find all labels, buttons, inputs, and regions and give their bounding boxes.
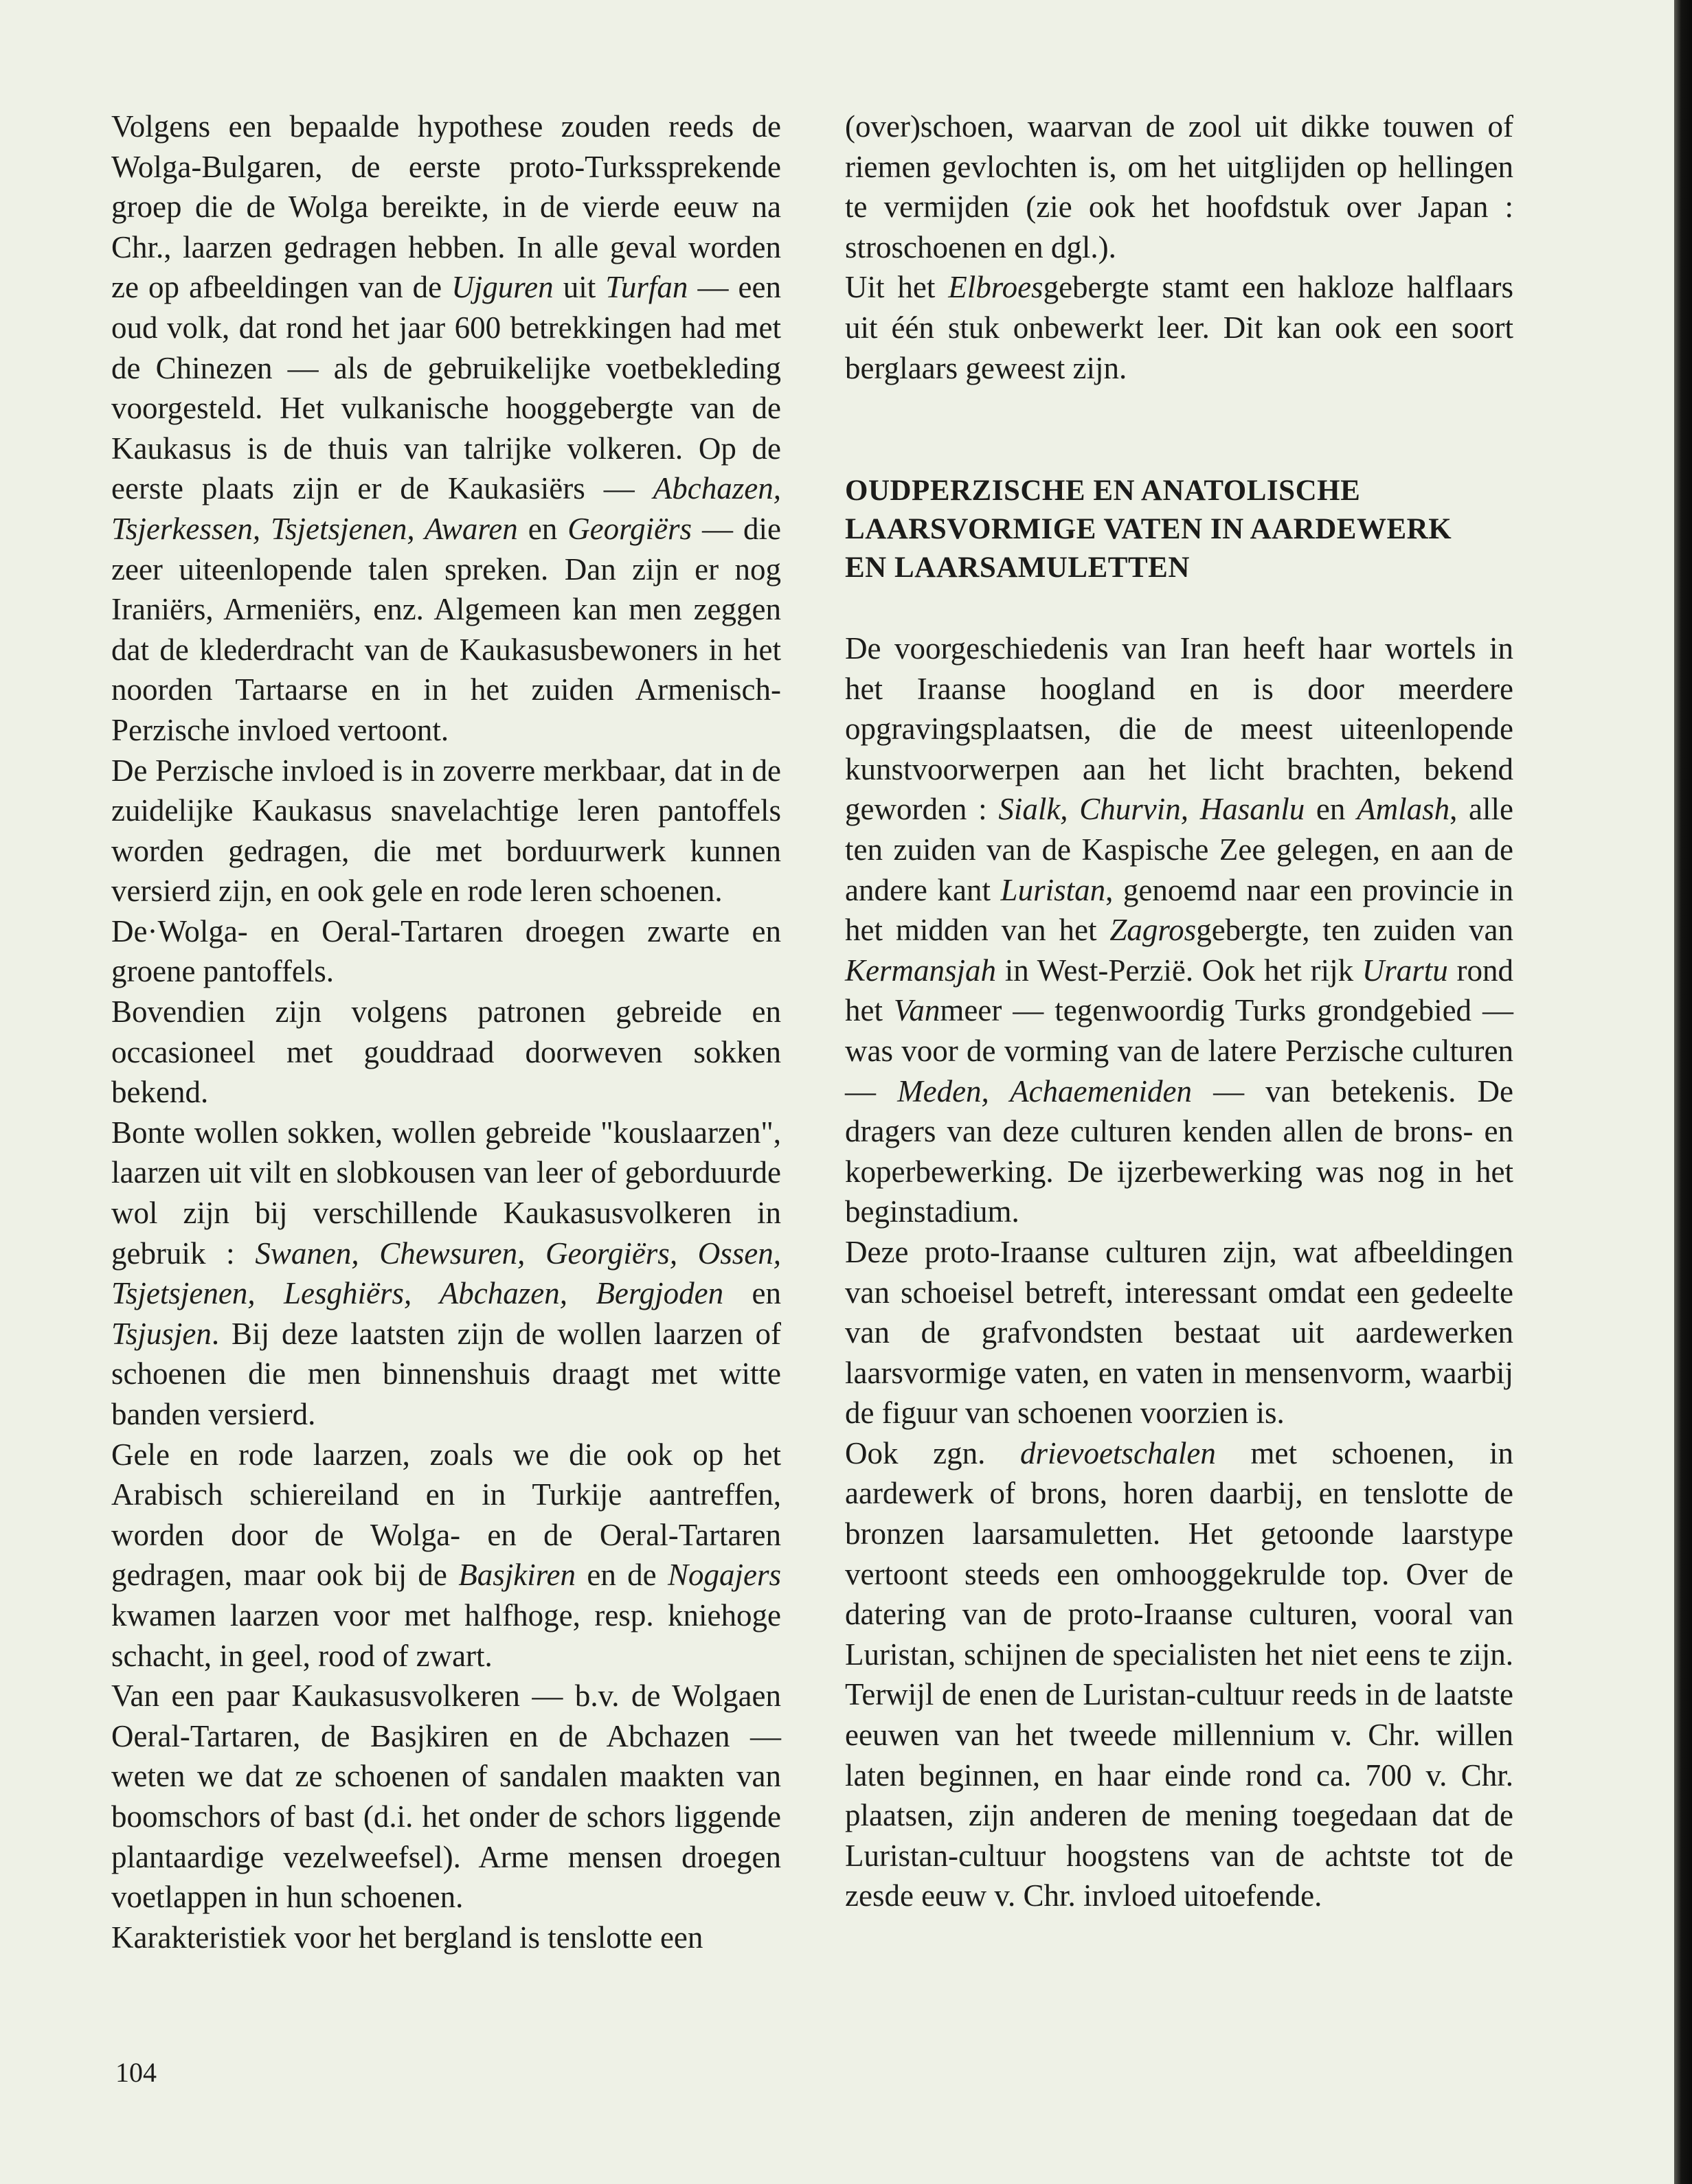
paragraph: (over)schoen, waarvan de zool uit dikke touwen of riemen gevlochten is, om het uitglijden op hellingen te vermijden (zie ook het hoofdstuk over Japan : stroschoenen en dgl.). (845, 109, 1513, 264)
paragraph: Bovendien zijn volgens patronen gebreide en occasioneel met gouddraad doorweven sokken bekend. (111, 994, 781, 1110)
italic-term: Abchazen, Tsjerkessen, Tsjetsjenen, Awaren (111, 471, 781, 546)
italic-term: Turfan (605, 270, 688, 305)
italic-term: Basjkiren (458, 1558, 576, 1593)
paragraph: Deze proto-Iraanse culturen zijn, wat afbeeldingen van schoeisel betreft, interessant omdat een gedeelte van de grafvondsten bestaat uit aardewerken laarsvormige vaten, en vaten in mensenvorm, waarbij de figuur van schoenen voorzien is. (845, 1234, 1513, 1431)
heading-line-2: LAARSVORMIGE VATEN IN AARDEWERK (845, 513, 1452, 545)
paragraph: Gele en rode laarzen, zoals we die ook op het Arabisch schiereiland en in Turkije aantreffen, worden door de Wolga- en de Oeral-Tartaren gedragen, maar ook bij de Basjkiren en de Nogajers kwamen laarzen voor met halfhoge, resp. kniehoge schacht, in geel, rood of zwart. (111, 1437, 781, 1673)
paragraph: De Perzische invloed is in zoverre merkbaar, dat in de zuidelijke Kaukasus snavelachtige leren pantoffels worden gedragen, die met borduurwerk kunnen versierd zijn, en ook gele en rode leren schoenen. (111, 753, 781, 909)
paragraph: Bonte wollen sokken, wollen gebreide "kouslaarzen", laarzen uit vilt en slobkousen van leer of geborduurde wol zijn bij verschillende Kaukasusvolkeren in gebruik : Swanen, Chewsuren, Georgiërs, Ossen, Tsjetsjenen, Lesghiërs, Abchazen, Bergjoden en Tsjusjen. Bij deze laatsten zijn de wollen laarzen of schoenen die men binnenshuis draagt met witte banden versierd. (111, 1115, 781, 1431)
page-binding-edge (1674, 0, 1692, 2184)
italic-term: Georgiërs (567, 511, 692, 546)
italic-term: Zagros (1109, 913, 1197, 948)
page-number: 104 (115, 2057, 157, 2088)
paragraph: Uit het Elbroesgebergte stamt een hakloze halflaars uit één stuk onbewerkt leer. Dit kan ook een soort berglaars geweest zijn. (845, 270, 1513, 385)
right-column-lower (845, 628, 1513, 1916)
paragraph: De·Wolga- en Oeral-Tartaren droegen zwarte en groene pantoffels. (111, 913, 781, 989)
heading-line-1: OUDPERZISCHE EN ANATOLISCHE (845, 475, 1361, 507)
heading-line-3: EN LAARSAMULETTEN (845, 551, 1190, 584)
italic-term: drievoetschalen (1020, 1435, 1216, 1470)
italic-term: Elbroes (948, 270, 1044, 305)
paragraph: Ook zgn. drievoetschalen met schoenen, in aardewerk of brons, horen daarbij, en tenslotte de bronzen laarsamuletten. Het getoonde laarstype vertoont steeds een omhooggekrulde top. Over de datering van de proto-Iraanse culturen, vooral van Luristan, schijnen de specialisten het niet eens te zijn. Terwijl de enen de Luristan-cultuur reeds in de laatste eeuwen van het tweede millennium v. Chr. willen laten beginnen, en haar einde rond ca. 700 v. Chr. plaatsen, zijn anderen de mening toegedaan dat de Luristan-cultuur hoogstens van de achtste tot de zesde eeuw v. Chr. invloed uitoefende. (845, 1435, 1513, 1913)
right-column-top (845, 106, 1513, 388)
italic-term: Sialk, Churvin, Hasanlu (998, 792, 1305, 827)
paragraph: De voorgeschiedenis van Iran heeft haar wortels in het Iraanse hoogland en is door meerdere opgravingsplaatsen, die de meest uiteenlopende kunstvoorwerpen aan het licht brachten, bekend geworden : Sialk, Churvin, Hasanlu en Amlash, alle ten zuiden van de Kaspische Zee gelegen, en aan de andere kant Luristan, genoemd naar een provincie in het midden van het Zagrosgebergte, ten zuiden van Kermansjah in West-Perzië. Ook het rijk Urartu rond het Vanmeer — tegenwoordig Turks grondgebied — was voor de vorming van de latere Perzische culturen — Meden, Achaemeniden — van betekenis. De dragers van deze culturen kenden allen de brons- en koperbewerking. De ijzerbewerking was nog in het beginstadium. (845, 631, 1514, 1229)
italic-term: Luristan (1000, 872, 1106, 907)
paragraph: Volgens een bepaalde hypothese zouden reeds de Wolga-Bulgaren, de eerste proto-Turkssprekende groep die de Wolga bereikte, in de vierde eeuw na Chr., laarzen gedragen hebben. In alle geval worden ze op afbeeldingen van de Ujguren uit Turfan — een oud volk, dat rond het jaar 600 betrekkingen had met de Chinezen — als de gebruikelijke voetbekleding voorgesteld. Het vulkanische hooggebergte van de Kaukasus is de thuis van talrijke volkeren. Op de eerste plaats zijn er de Kaukasiërs — Abchazen, Tsjerkessen, Tsjetsjenen, Awaren en Georgiërs — die zeer uiteenlopende talen spreken. Dan zijn er nog Iraniërs, Armeniërs, enz. Algemeen kan men zeggen dat de klederdracht van de Kaukasusbewoners in het noorden Tartaarse en in het zuiden Armenisch-Perzische invloed vertoont. (111, 109, 781, 747)
italic-term: Tsjusjen (111, 1316, 212, 1351)
italic-term: Van (893, 993, 940, 1028)
italic-term: Meden, Achaemeniden (897, 1073, 1192, 1108)
italic-term: Kermansjah (845, 953, 997, 988)
paragraph: Karakteristiek voor het bergland is tenslotte een (111, 1920, 703, 1955)
section-heading (845, 472, 1532, 587)
italic-term: Ujguren (451, 270, 554, 305)
left-column (111, 106, 781, 1957)
italic-term: Swanen, Chewsuren, Georgiërs, Ossen, Tsjetsjenen, Lesghiërs, Abchazen, Bergjoden (111, 1236, 781, 1311)
italic-term: Nogajers (667, 1558, 781, 1593)
italic-term: Urartu (1362, 953, 1448, 988)
paragraph: Van een paar Kaukasusvolkeren — b.v. de Wolgaen Oeral-Tartaren, de Basjkiren en de Abchazen — weten we dat ze schoenen of sandalen maakten van boomschors of bast (d.i. het onder de schors liggende plantaardige vezelweefsel). Arme mensen droegen voetlappen in hun schoenen. (111, 1679, 781, 1915)
italic-term: Amlash (1357, 792, 1450, 827)
